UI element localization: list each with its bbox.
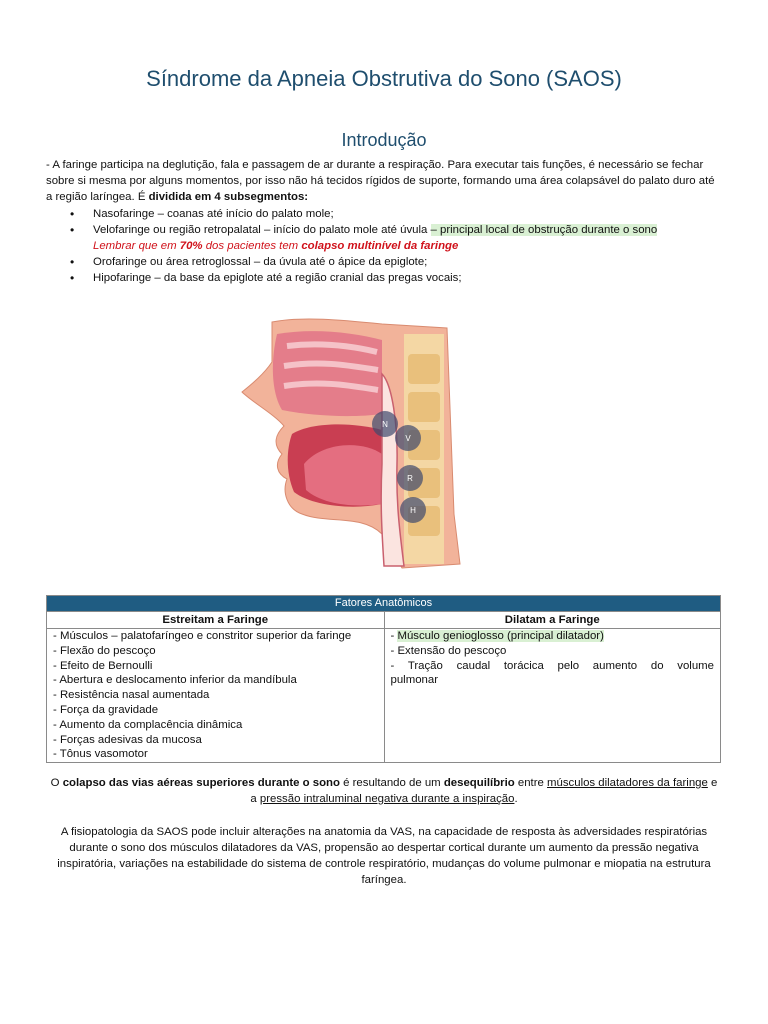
table-cell: - Aumento da complacência dinâmica	[53, 718, 243, 731]
marker-label: V	[405, 434, 411, 443]
bold-text: desequilíbrio	[443, 777, 515, 789]
underlined-text: músculos dilatadores da faringe	[547, 777, 708, 789]
underlined-text: pressão intraluminal negativa durante a inspiração	[259, 793, 515, 805]
list-item	[46, 222, 724, 254]
segment-text: Nasofaringe – coanas até início do palato mole;	[93, 208, 334, 220]
note-bold: colapso multinível da faringe	[301, 240, 459, 252]
table-cell: - Forças adesivas da mucosa	[53, 733, 202, 746]
list-item	[46, 254, 724, 270]
collapse-paragraph	[46, 775, 722, 807]
table-cell: pulmonar	[390, 674, 438, 687]
intro-text: - A faringe participa na deglutição, fala e passagem de ar durante a respiração. Para executar tais funções, é necessário se fechar sobre si mesma por alguns momentos, por isso não há tecidos rígidos de suporte, formando uma área colapsável do palato duro até a região laríngea. É	[46, 159, 715, 203]
table-cell: - Tração caudal torácica pelo aumento do volume	[390, 659, 714, 672]
marker-label: N	[382, 420, 388, 429]
table-cell: - Extensão do pescoço	[390, 644, 507, 657]
text: entre	[514, 777, 548, 789]
column-header: Estreitam a Faringe	[47, 611, 384, 629]
text: .	[514, 793, 518, 805]
marker-label: H	[410, 506, 416, 515]
segment-text: Orofaringe ou área retroglossal – da úvula até o ápice da epiglote;	[93, 256, 428, 268]
page-title: Síndrome da Apneia Obstrutiva do Sono (SAOS)	[146, 66, 622, 91]
anatomic-factors-table	[46, 595, 721, 763]
cell-prefix: -	[390, 630, 398, 642]
table-cell	[391, 629, 715, 644]
table-cell: - Resistência nasal aumentada	[53, 689, 210, 702]
list-item	[46, 270, 724, 286]
table-cell: - Efeito de Bernoulli	[53, 659, 153, 672]
table-title: Fatores Anatômicos	[47, 596, 720, 611]
note-text: dos pacientes tem	[202, 240, 302, 252]
intro-paragraph	[46, 157, 724, 205]
table-cell: - Abertura e deslocamento inferior da mandíbula	[53, 674, 297, 687]
section-heading: Introdução	[341, 130, 427, 150]
note-text: Lembrar que em	[93, 240, 180, 252]
narrow-column	[47, 611, 384, 762]
dilate-column	[384, 611, 721, 762]
segments-list	[46, 206, 724, 286]
marker-label: R	[407, 474, 413, 483]
note-percent: 70%	[179, 240, 203, 252]
column-header: Dilatam a Faringe	[385, 611, 721, 629]
segment-text: Velofaringe ou região retropalatal – início do palato mole até úvula	[93, 224, 431, 236]
intro-bold: dividida em 4 subsegmentos:	[148, 191, 309, 203]
highlighted-text: – principal local de obstrução durante o sono	[430, 224, 658, 236]
text: é resultando de um	[339, 777, 444, 789]
bold-text: colapso das vias aéreas superiores durante o sono	[62, 777, 340, 789]
text: O	[50, 777, 63, 789]
table-cell: - Músculos – palatofaríngeo e constritor superior da faringe	[53, 630, 352, 642]
table-cell: - Flexão do pescoço	[53, 644, 156, 657]
table-cell: - Força da gravidade	[53, 703, 159, 716]
pathophysiology-paragraph: A fisiopatologia da SAOS pode incluir alterações na anatomia da VAS, na capacidade de resposta às adversidades respiratórias durante o sono dos músculos dilatadores da VAS, propensão ao despertar cortical durante um aumento da pressão negativa inspiratória, variações na estabilidade do sistema de controle respiratório, mudanças do volume pulmonar e miopatia na estrutura faríngea.	[57, 826, 711, 886]
text: e a	[250, 777, 718, 805]
table-cell: - Tônus vasomotor	[53, 748, 148, 761]
segment-text: Hipofaringe – da base da epiglote até a região cranial das pregas vocais;	[93, 272, 462, 284]
multilevel-note	[93, 238, 724, 254]
highlighted-text: Músculo genioglosso (principal dilatador)	[397, 630, 604, 642]
list-item	[46, 206, 724, 222]
pharynx-anatomy-illustration	[232, 314, 472, 572]
tongue	[304, 445, 382, 505]
